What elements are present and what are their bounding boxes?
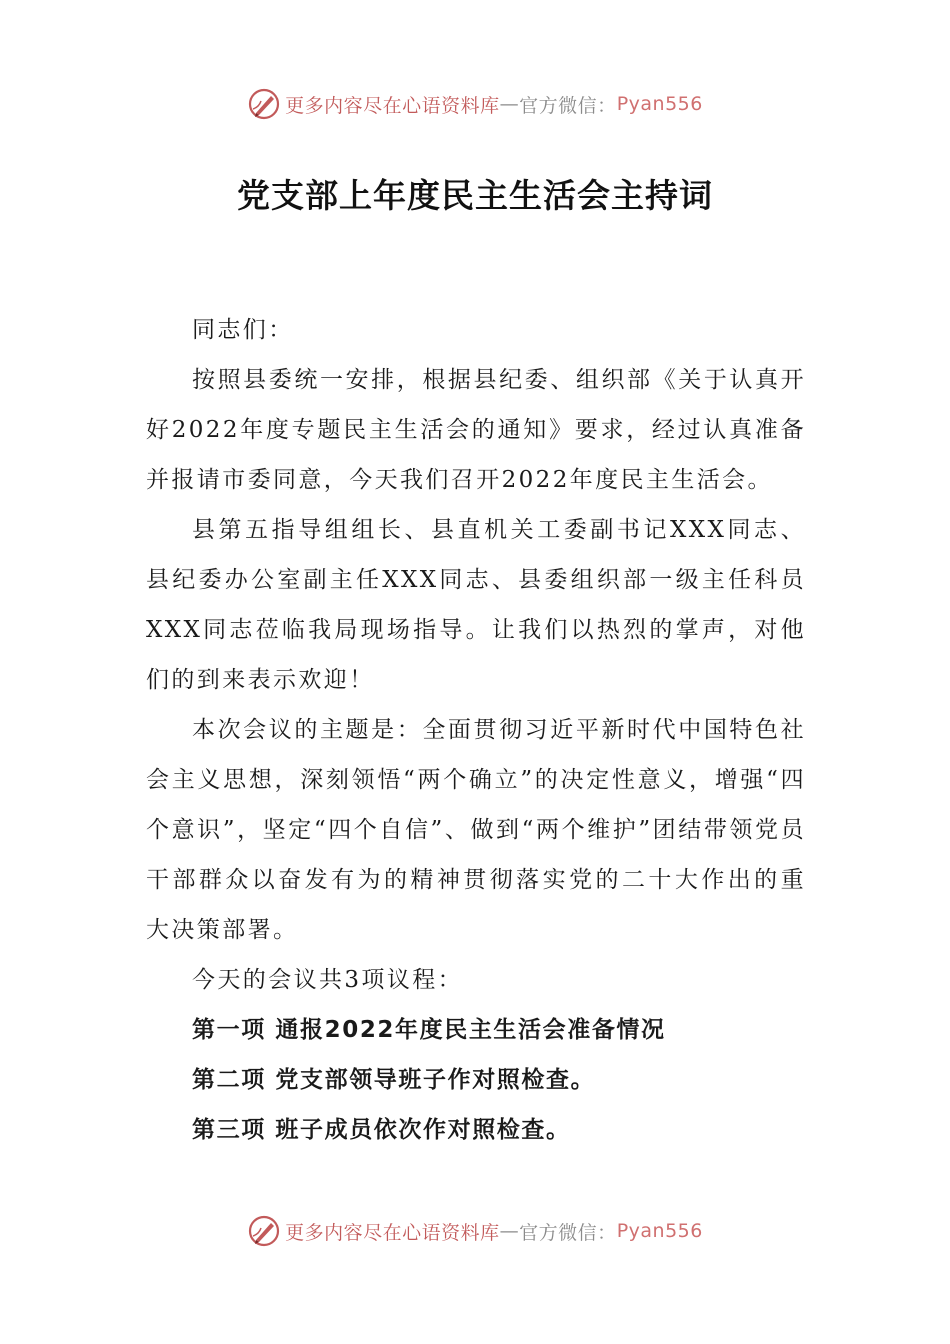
watermark-sub-text: 官方微信： — [519, 94, 617, 117]
watermark-id: Pyan556 — [616, 93, 703, 115]
paragraph-greeting: 同志们： — [192, 317, 294, 343]
agenda-item: 第一项 通报2022年度民主生活会准备情况 — [192, 1017, 666, 1043]
document-body — [146, 305, 806, 1155]
watermark-sub-text: 官方微信： — [519, 1221, 617, 1244]
paragraph-agenda-intro: 今天的会议共3项议程： — [192, 967, 464, 993]
agenda-item: 第二项 党支部领导班子作对照检查。 — [192, 1067, 596, 1093]
watermark-main-text: 更多内容尽在心语资料库 — [285, 94, 500, 117]
pen-logo-icon — [247, 87, 281, 121]
watermark-main-text: 更多内容尽在心语资料库 — [285, 1221, 500, 1244]
pen-logo-icon — [247, 1214, 281, 1248]
watermark-id: Pyan556 — [616, 1220, 703, 1242]
watermark-header — [0, 84, 950, 124]
paragraph-guests: 县第五指导组组长、县直机关工委副书记XXX同志、县纪委办公室副主任XXX同志、县委组织部一级主任科员XXX同志莅临我局现场指导。让我们以热烈的掌声，对他们的到来表示欢迎！ — [146, 517, 806, 693]
paragraph-theme: 本次会议的主题是：全面贯彻习近平新时代中国特色社会主义思想，深刻领悟“两个确立”的决定性意义，增强“四个意识”，坚定“四个自信”、做到“两个维护”团结带领党员干部群众以奋发有为的精神贯彻落实党的二十大作出的重大决策部署。 — [146, 717, 806, 943]
watermark-footer — [0, 1211, 950, 1251]
document-title: 党支部上年度民主生活会主持词 — [237, 176, 713, 215]
paragraph-arrangement: 按照县委统一安排，根据县纪委、组织部《关于认真开好2022年度专题民主生活会的通知》要求，经过认真准备并报请市委同意，今天我们召开2022年度民主生活会。 — [146, 367, 806, 493]
agenda-item: 第三项 班子成员依次作对照检查。 — [192, 1117, 571, 1143]
watermark-separator: — — [499, 93, 520, 115]
watermark-separator: — — [499, 1220, 520, 1242]
